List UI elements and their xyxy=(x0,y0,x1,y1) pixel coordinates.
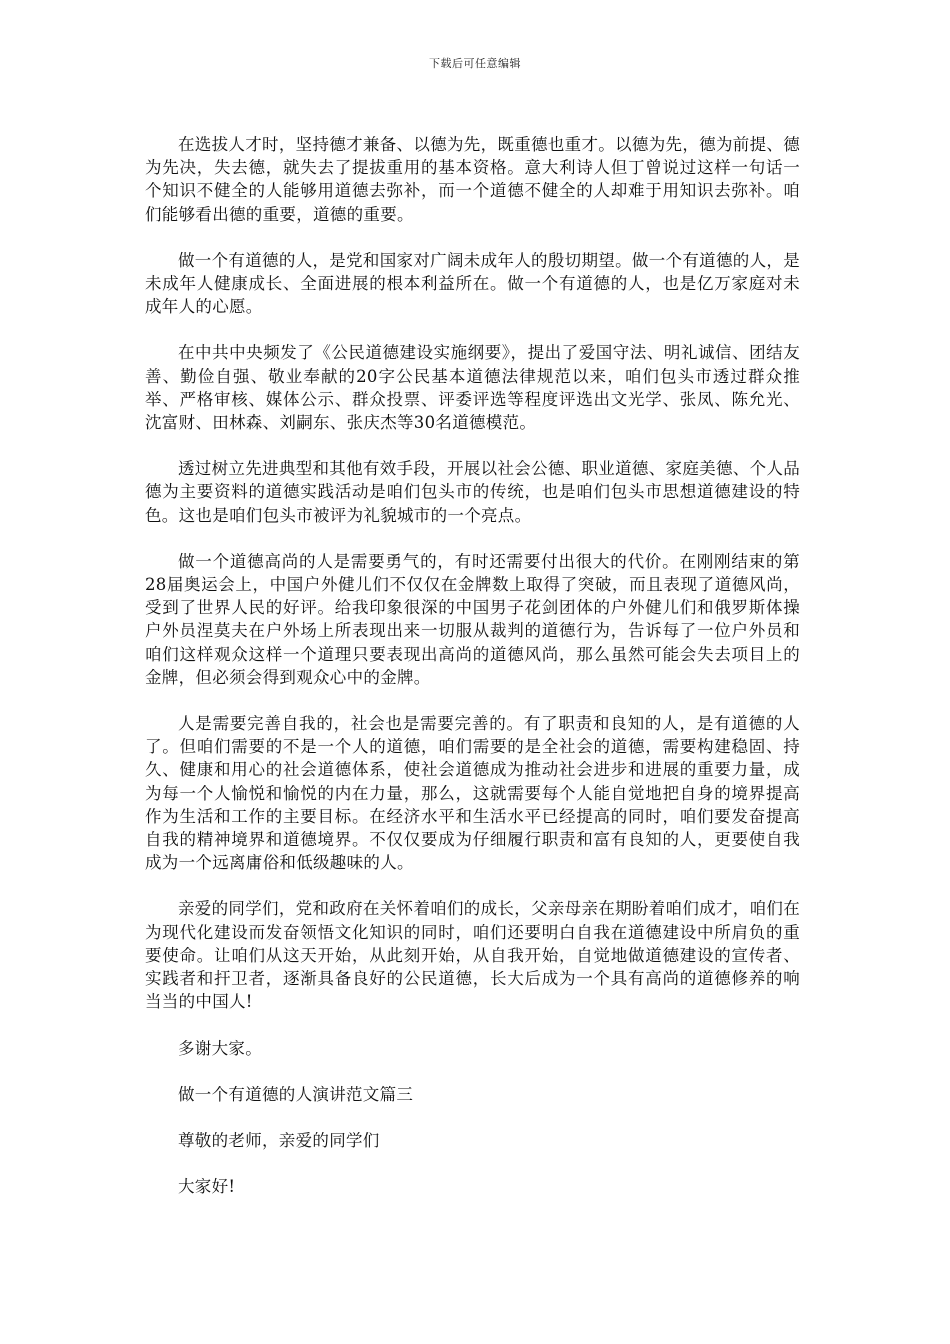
section-heading: 做一个有道德的人演讲范文篇三 xyxy=(178,1084,414,1104)
paragraph-1: 在选拔人才时，坚持德才兼备、以德为先，既重德也重才。以德为先，德为前提、德为先决，失去德，就失去了提拔重用的基本资格。意大利诗人但丁曾说过这样一句话一个知识不健全的人能够用道德去弥补，而一个道德不健全的人却难于用知识去弥补。咱们能够看出德的重要，道德的重要。 xyxy=(145,135,800,224)
salutation: 尊敬的老师，亲爱的同学们 xyxy=(178,1130,380,1150)
paragraph-5: 做一个道德高尚的人是需要勇气的，有时还需要付出很大的代价。在刚刚结束的第28届奥运会上，中国户外健儿们不仅仅在金牌数上取得了突破，而且表现了道德风尚，受到了世界人民的好评。给我印象很深的中国男子花剑团体的户外健儿们和俄罗斯体操户外员涅莫夫在户外场上所表现出来一切服从裁判的道德行为，告诉每了一位户外员和咱们这样观众这样一个道理只要表现出高尚的道德风尚，那么虽然可能会失去项目上的金牌，但必须会得到观众心中的金牌。 xyxy=(145,551,800,687)
closing-thanks: 多谢大家。 xyxy=(178,1038,262,1058)
paragraph-7: 亲爱的同学们，党和政府在关怀着咱们的成长，父亲母亲在期盼着咱们成才，咱们在为现代化建设而发奋领悟文化知识的同时，咱们还要明白自我在道德建设中所肩负的重要使命。让咱们从这天开始，从此刻开始，从自我开始，自觉地做道德建设的宣传者、实践者和扞卫者，逐渐具备良好的公民道德，长大后成为一个具有高尚的道德修养的响当当的中国人! xyxy=(145,899,800,1012)
paragraph-4: 透过树立先进典型和其他有效手段，开展以社会公德、职业道德、家庭美德、个人品德为主要资料的道德实践活动是咱们包头市的传统，也是咱们包头市思想道德建设的特色。这也是咱们包头市被评为礼貌城市的一个亮点。 xyxy=(145,459,800,525)
paragraph-2: 做一个有道德的人，是党和国家对广阔未成年人的殷切期望。做一个有道德的人，是未成年人健康成长、全面进展的根本利益所在。做一个有道德的人，也是亿万家庭对未成年人的心愿。 xyxy=(145,250,800,317)
paragraph-6: 人是需要完善自我的，社会也是需要完善的。有了职责和良知的人，是有道德的人了。但咱们需要的不是一个人的道德，咱们需要的是全社会的道德，需要构建稳固、持久、健康和用心的社会道德体系，使社会道德成为推动社会进步和进展的重要力量，成为每一个人愉悦和愉悦的内在力量，那么，这就需要每个人能自觉地把自身的境界提高作为生活和工作的主要目标。在经济水平和生活水平已经提高的同时，咱们要发奋提高自我的精神境界和道德境界。不仅仅要成为仔细履行职责和富有良知的人，更要使自我成为一个远离庸俗和低级趣味的人。 xyxy=(145,714,800,873)
document-body xyxy=(145,133,800,1221)
greeting: 大家好! xyxy=(178,1177,236,1197)
paragraph-3: 在中共中央频发了《公民道德建设实施纲要》，提出了爱国守法、明礼诚信、团结友善、勤俭自强、敬业奉献的20字公民基本道德法律规范以来，咱们包头市透过群众推举、严格审核、媒体公示、群众投票、评委评选等程度评选出文光学、张凤、陈允光、沈富财、田林森、刘嗣东、张庆杰等30名道德模范。 xyxy=(145,343,800,433)
page-header-note: 下载后可任意编辑 xyxy=(429,57,521,70)
